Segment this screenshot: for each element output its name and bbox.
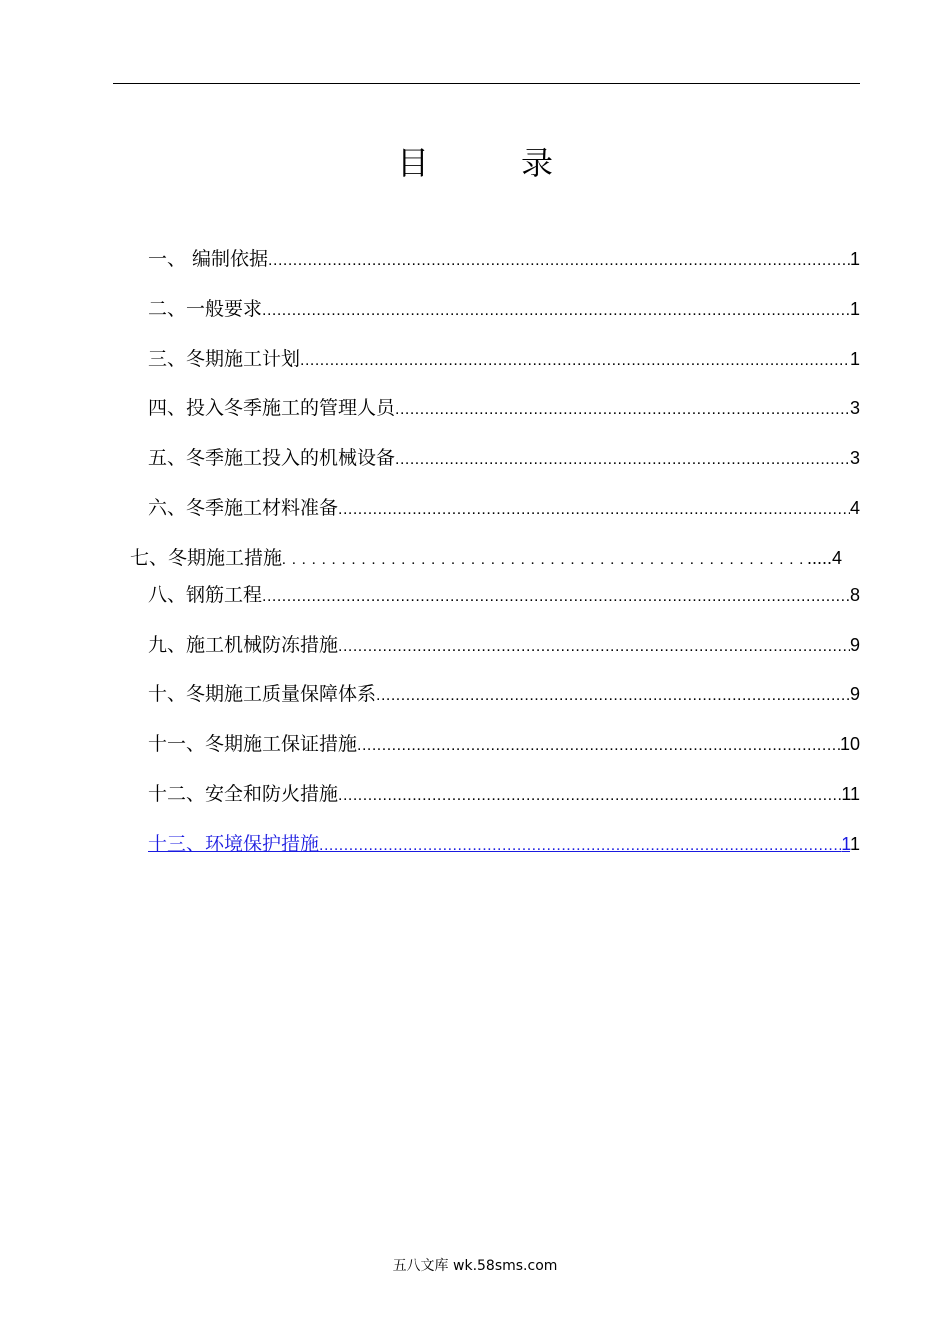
toc-entry-page-link[interactable]: 1 bbox=[841, 834, 850, 854]
toc-entry-1[interactable] bbox=[148, 246, 860, 272]
toc-entry-label: 七、冬期施工措施 bbox=[130, 547, 283, 569]
toc-entry-page: 1 bbox=[849, 299, 860, 319]
toc-entry-page: 8 bbox=[849, 585, 860, 605]
footer-watermark: 五八文库 wk.58sms.com bbox=[392, 1258, 558, 1274]
toc-entry-label: 六、冬季施工材料准备 bbox=[148, 497, 339, 519]
toc-entry-page: 4 bbox=[849, 498, 860, 518]
toc-entry-label: 十、冬期施工质量保障体系 bbox=[148, 683, 377, 705]
toc-entry-6[interactable] bbox=[148, 495, 860, 521]
toc-entry-label: 二、一般要求 bbox=[148, 298, 263, 320]
toc-leader bbox=[338, 783, 841, 807]
toc-entry-page: 10 bbox=[839, 734, 860, 754]
toc-entry-10[interactable] bbox=[148, 681, 860, 707]
toc-entry-page-tail: 1 bbox=[849, 834, 860, 854]
toc-leader bbox=[376, 683, 850, 707]
toc-entry-7[interactable] bbox=[130, 545, 842, 571]
toc-leader bbox=[338, 634, 850, 658]
toc-entry-label: 一、 编制依据 bbox=[148, 248, 269, 270]
title-char-1: 目 bbox=[396, 144, 429, 182]
title-char-2: 录 bbox=[521, 144, 554, 182]
toc-leader bbox=[357, 733, 840, 757]
toc-entry-label[interactable]: 十三、环境保护措施 bbox=[148, 833, 320, 855]
toc-entry-4[interactable] bbox=[148, 395, 860, 421]
toc-leader[interactable] bbox=[319, 833, 841, 857]
toc-entry-page: 3 bbox=[849, 398, 860, 418]
toc-entry-5[interactable] bbox=[148, 445, 860, 471]
toc-leader bbox=[395, 397, 850, 421]
toc-entry-13-link[interactable] bbox=[148, 831, 860, 857]
page-title bbox=[0, 140, 950, 186]
toc-entry-page: 9 bbox=[849, 684, 860, 704]
toc-entry-11[interactable] bbox=[148, 731, 860, 757]
toc-leader bbox=[282, 547, 807, 571]
toc-entry-label: 五、冬季施工投入的机械设备 bbox=[148, 447, 396, 469]
header-rule bbox=[113, 83, 860, 84]
toc-entry-page: 3 bbox=[849, 448, 860, 468]
toc-entry-page: 9 bbox=[849, 635, 860, 655]
toc-entry-label: 四、投入冬季施工的管理人员 bbox=[148, 397, 396, 419]
toc-entry-label: 十一、冬期施工保证措施 bbox=[148, 733, 358, 755]
toc-entry-label: 九、施工机械防冻措施 bbox=[148, 634, 339, 656]
toc-entry-12[interactable] bbox=[148, 781, 860, 807]
toc-leader bbox=[262, 584, 850, 608]
toc-leader bbox=[338, 497, 850, 521]
toc-entry-3[interactable] bbox=[148, 346, 860, 372]
toc-leader bbox=[268, 248, 850, 272]
toc-entry-9[interactable] bbox=[148, 632, 860, 658]
toc-leader bbox=[262, 298, 850, 322]
toc-entry-2[interactable] bbox=[148, 296, 860, 322]
toc-entry-label: 十二、安全和防火措施 bbox=[148, 783, 339, 805]
toc-entry-8[interactable] bbox=[148, 582, 860, 608]
toc-entry-label: 八、钢筋工程 bbox=[148, 584, 263, 606]
toc-entry-label: 三、冬期施工计划 bbox=[148, 348, 301, 370]
toc-entry-page bbox=[841, 831, 860, 857]
toc-entry-page: 11 bbox=[841, 784, 860, 804]
toc-entry-page: .....4 bbox=[806, 548, 842, 568]
toc-entry-page: 1 bbox=[849, 349, 860, 369]
toc-entry-page: 1 bbox=[849, 249, 860, 269]
toc-leader bbox=[395, 447, 850, 471]
toc-leader bbox=[300, 348, 850, 372]
